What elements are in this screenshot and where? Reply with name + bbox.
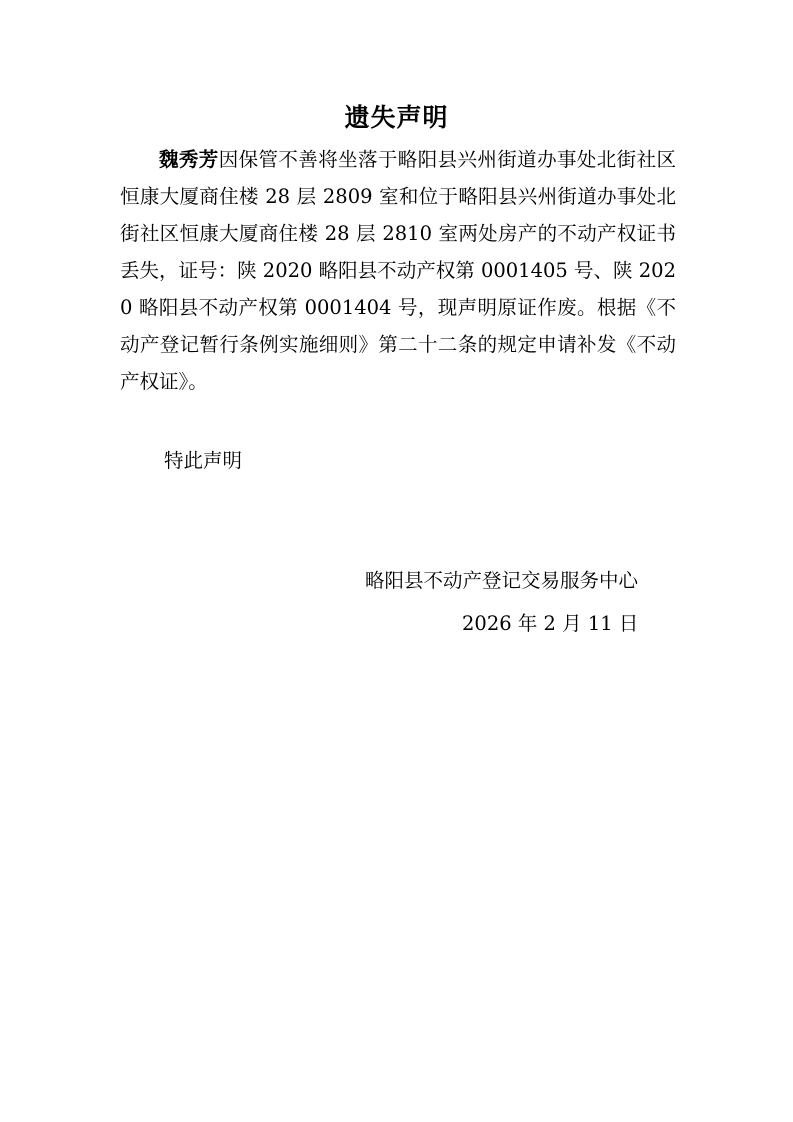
declaration-text: 因保管不善将坐落于略阳县兴州街道办事处北街社区恒康大厦商住楼 28 层 2809 室和位于略阳县兴州街道办事处北街社区恒康大厦商住楼 28 层 2810 室两处房产的不动产权证书丢失，证号：陕 2020 略阳县不动产权第 0001405 号、陕 2020 略阳县不动产权第 0001404 号，现声明原证作废。根据《不动产登记暂行条例实施细则》第二十二条的规定申请补发《不动产权证》。 — [120, 148, 676, 393]
document-title: 遗失声明 — [344, 103, 449, 132]
issue-date: 2026 年 2 月 11 日 — [462, 612, 639, 635]
issuing-organization: 略阳县不动产登记交易服务中心 — [365, 569, 639, 592]
declaration-body — [120, 141, 676, 400]
closing-statement: 特此声明 — [164, 449, 243, 472]
declarant-name: 魏秀芳 — [159, 148, 219, 171]
